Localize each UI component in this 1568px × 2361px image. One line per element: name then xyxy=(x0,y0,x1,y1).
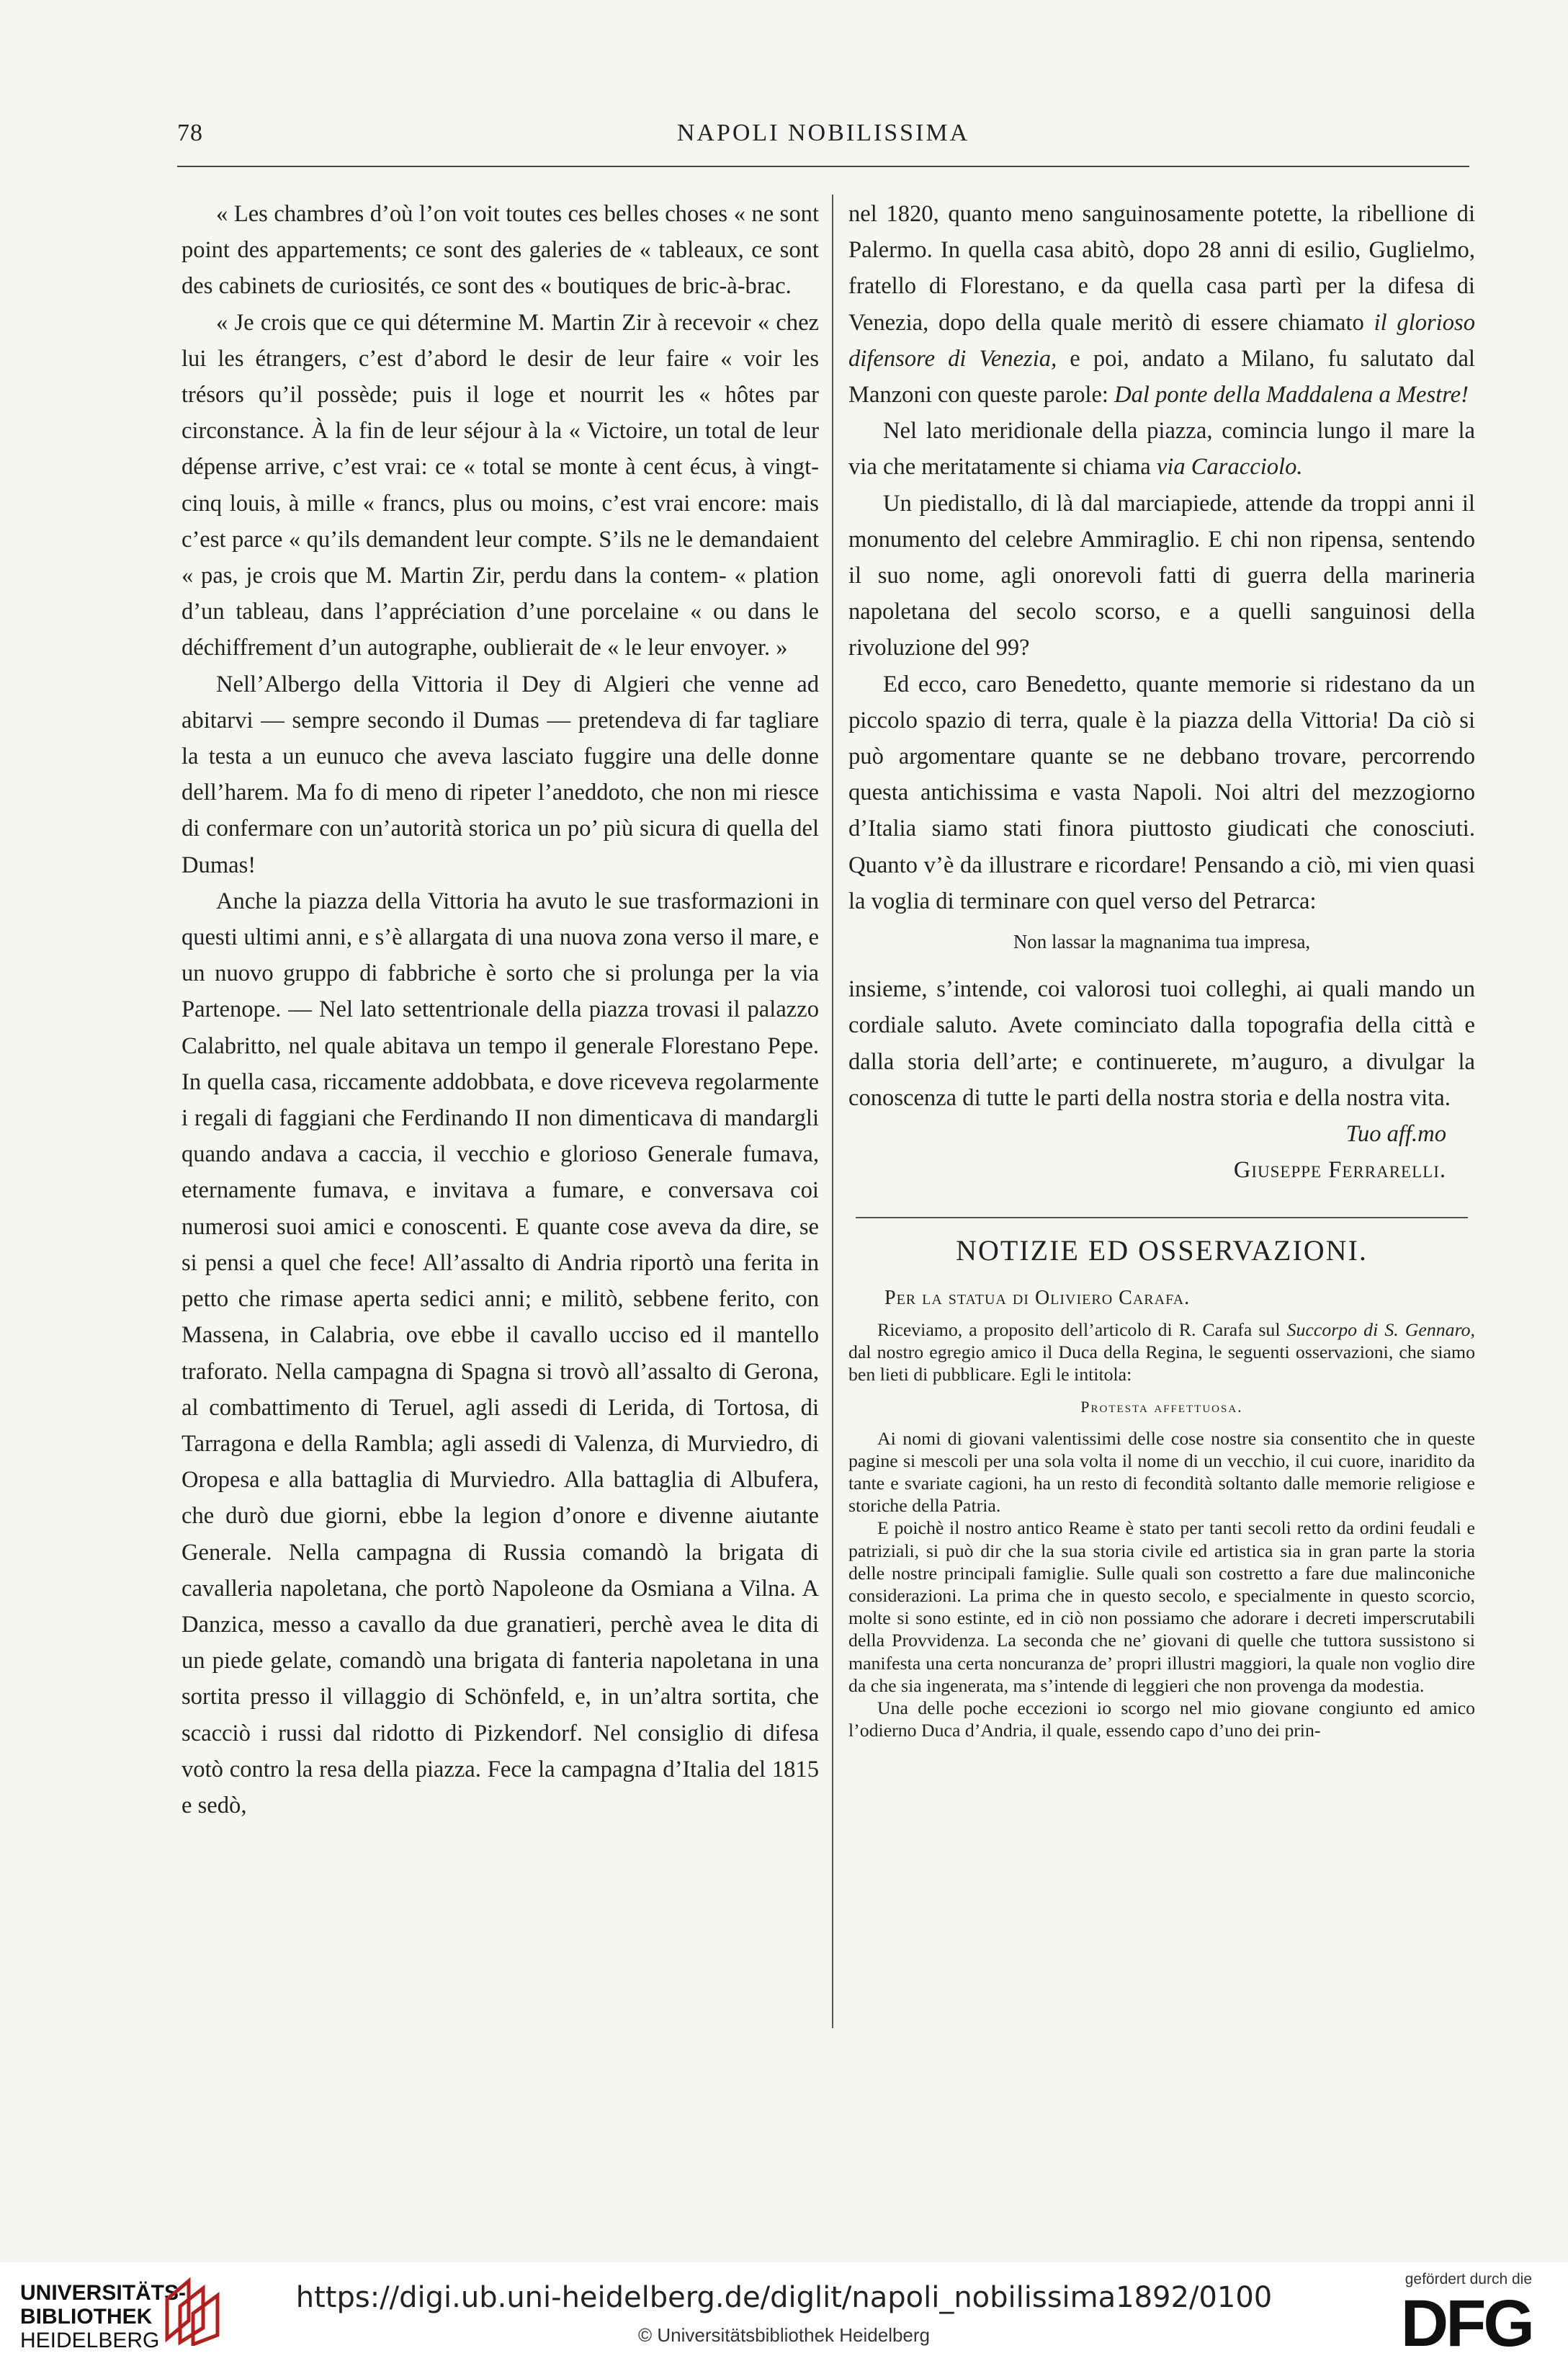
paragraph: nel 1820, quanto meno sanguinosamente potette, la ribellione di Palermo. In quella casa abitò, dopo 28 anni di esilio, Guglielmo, fratello di Florestano, e da quella casa partì per la difesa di Venezia, dopo della quale meritò di essere chiamato il glorioso difensore di Venezia, e poi, andato a Milano, fu salutato dal Manzoni con queste parole: Dal ponte della Maddalena a Mestre! xyxy=(848,201,1475,409)
verse-quote: Non lassar la magnanima tua impresa, xyxy=(1013,931,1311,953)
paragraph: Ai nomi di giovani valentissimi delle cose nostre sia consentito che in queste pagine si mescoli per una sola volta il nome di un vecchio, il cui cuore, inaridito da tante e svariate cagioni, ha un resto di fecondità soltanto dalle memorie religiose e storiche della Patria. xyxy=(848,1427,1475,1517)
section-rule xyxy=(856,1217,1468,1218)
footer-bar xyxy=(0,2262,1568,2361)
dfg-logo: DFG xyxy=(1400,2287,1532,2360)
paragraph: Un piedistallo, di là dal marciapiede, attende da troppi anni il monumento del celebre Ammiraglio. E chi non ripensa, sentendo il suo nome, agli onorevoli fatti di guerra della marineria napoletana del secolo scorso, e a quelli sanguinosi della rivoluzione del 99? xyxy=(848,490,1475,661)
permalink-url[interactable]: https://digi.ub.uni-heidelberg.de/diglit/napoli_nobilissima1892/0100 xyxy=(295,2281,1273,2314)
paragraph: E poichè il nostro antico Reame è stato per tanti secoli retto da ordini feudali e patriziali, si può dir che la sua storia civile ed artistica sia in gran parte la storia delle nostre principali famiglie. Sulle quali son costretto a fare due malinconiche considerazioni. La prima che in questo secolo, e specialmente in questo scorcio, molte si sono estinte, ed in ciò non possiamo che adorare i decreti imperscrutabili della Provvidenza. La seconda che ne’ giovani di quelle che tuttora sussistono si manifesta una certa noncuranza de’ propri illustri maggiori, la quale non voglio dire da che sia ingenerata, ma s’intende di leggieri che non provenga da modestia. xyxy=(848,1517,1475,1696)
running-title: NAPOLI NOBILISSIMA xyxy=(676,120,970,146)
funding-note: gefördert durch die xyxy=(1405,2271,1532,2288)
protest-title: Protesta affettuosa. xyxy=(1080,1398,1243,1416)
left-column xyxy=(182,196,819,1824)
paragraph: Nell’Albergo della Vittoria il Dey di Algieri che venne ad abitarvi — sempre secondo il Dumas — pretendeva di far tagliare la testa a un eunuco che aveva lasciato fuggire una delle donne dell’harem. Ma fo di meno di ripeter l’aneddoto, che non mi riesce di confermare con un’autorità storica un po’ più sicura di quella del Dumas! xyxy=(182,671,819,878)
right-column xyxy=(848,196,1475,1741)
paragraph: « Je crois que ce qui détermine M. Martin Zir à recevoir « chez lui les étrangers, c’est d’abord le desir de leur faire « voir les trésors qu’il possède; puis il loge et nourrit les « hôtes par circonstance. À la fin de leur séjour à la « Victoire, un total de leur dépense arrive, c’est vrai: ce « total se monte à cent écus, à vingt-cinq louis, à mille « francs, plus ou moins, c’est vrai encore: mais c’est parce « qu’ils demandent leur compte. S’ils ne le demandaient « pas, je crois que M. Martin Zir, perdu dans la contem- « plation d’un tableau, dans l’appréciation d’une porcelaine « ou dans le déchiffrement d’un autographe, oublierait de « le leur envoyer. » xyxy=(182,309,819,661)
section-title: NOTIZIE ED OSSERVAZIONI. xyxy=(956,1234,1368,1267)
paragraph: Riceviamo, a proposito dell’articolo di R. Carafa sul Succorpo di S. Gennaro, dal nostro egregio amico il Duca della Regina, le seguenti osservazioni, che siamo ben lieti di pubblicare. Egli le intitola: xyxy=(848,1318,1476,1385)
paragraph: Una delle poche eccezioni io scorgo nel mio giovane congiunto ed amico l’odierno Duca d’Andria, il quale, essendo capo d’uno dei prin- xyxy=(848,1697,1475,1741)
paragraph: « Les chambres d’où l’on voit toutes ces belles choses « ne sont point des appartements; ce sont des galeries de « tableaux, ce sont des cabinets de curiosités, ce sont des « boutiques de bric-à-brac. xyxy=(182,201,819,300)
paragraph: insieme, s’intende, coi valorosi tuoi colleghi, ai quali mando un cordiale saluto. Avete cominciato dalla topografia della città e dalla storia dell’arte; e continuerete, m’auguro, a divulgar la conoscenza di tutte le parti della nostra storia e della nostra vita. xyxy=(848,976,1475,1111)
signature-salutation: Tuo aff.mo xyxy=(1345,1121,1446,1148)
page-number: 78 xyxy=(177,120,203,146)
column-divider xyxy=(832,195,833,2028)
subsection-title: Per la statua di Oliviero Carafa. xyxy=(884,1286,1191,1309)
paragraph: Anche la piazza della Vittoria ha avuto le sue trasformazioni in questi ultimi anni, e s’è allargata di una nuova zona verso il mare, e un nuovo gruppo di fabbriche è sorto che si prolunga per la via Partenope. — Nel lato settentrionale della piazza trovasi il palazzo Calabritto, nel quale abitava un tempo il generale Florestano Pepe. In quella casa, riccamente addobbata, e dove riceveva regolarmente i regali di faggiani che Ferdinando II non dimenticava di mandargli quando andava a caccia, il vecchio e glorioso Generale fumava, eternamente fumava, e invitava a fumare, e conversava coi numerosi suoi amici e conoscenti. E quante cose aveva da dire, se si pensi a quel che fece! All’assalto di Andria riportò una ferita in petto che rimase aperta sedici anni; e militò, sebbene ferito, con Massena, in Calabria, ove ebbe il cavallo ucciso ed il mantello traforato. Nella campagna di Spagna si trovò all’assalto di Gerona, al combattimento di Teruel, agli assedi di Lerida, di Tortosa, di Tarragona e della Rambla; agli assedi di Valenza, di Murviedro, di Oropesa e alla battaglia di Murviedro. Alla battaglia di Albufera, che durò due giorni, ebbe la legion d’onore e divenne aiutante Generale. Nella campagna di Russia comandò la brigata di cavalleria napoletana, che portò Napoleone da Osmiana a Vilna. A Danzica, messo a cavallo da due granatieri, perchè avea le dita di un piede gelate, comandò una brigata di fanteria napoletana in una sortita presso il villaggio di Schönfeld, e, in un’altra sortita, che scacciò i russi dal ridotto di Pizkendorf. Nel consiglio di difesa votò contro la resa della piazza. Fece la campagna d’Italia del 1815 e sedò, xyxy=(182,888,819,1818)
page-header xyxy=(177,115,1469,167)
copyright-text: © Universitätsbibliothek Heidelberg xyxy=(637,2324,931,2346)
signature-name: Giuseppe Ferrarelli. xyxy=(1233,1157,1446,1184)
paragraph: Nel lato meridionale della piazza, comincia lungo il mare la via che meritatamente si chiama via Caracciolo. xyxy=(848,418,1475,481)
paragraph: Ed ecco, caro Benedetto, quante memorie si ridestano da un piccolo spazio di terra, quale è la piazza della Vittoria! Da ciò si può argomentare quante se ne debbano trovare, percorrendo questa antichissima e vasta Napoli. Noi altri del mezzogiorno d’Italia siamo stati finora piuttosto giudicati che conosciuti. Quanto v’è da illustrare e ricordare! Pensando a ciò, mi vien quasi la voglia di terminare con quel verso del Petrarca: xyxy=(848,671,1475,914)
notes-body xyxy=(848,1318,1475,1742)
library-name: UNIVERSITÄTS- BIBLIOTHEK HEIDELBERG xyxy=(20,2281,187,2352)
